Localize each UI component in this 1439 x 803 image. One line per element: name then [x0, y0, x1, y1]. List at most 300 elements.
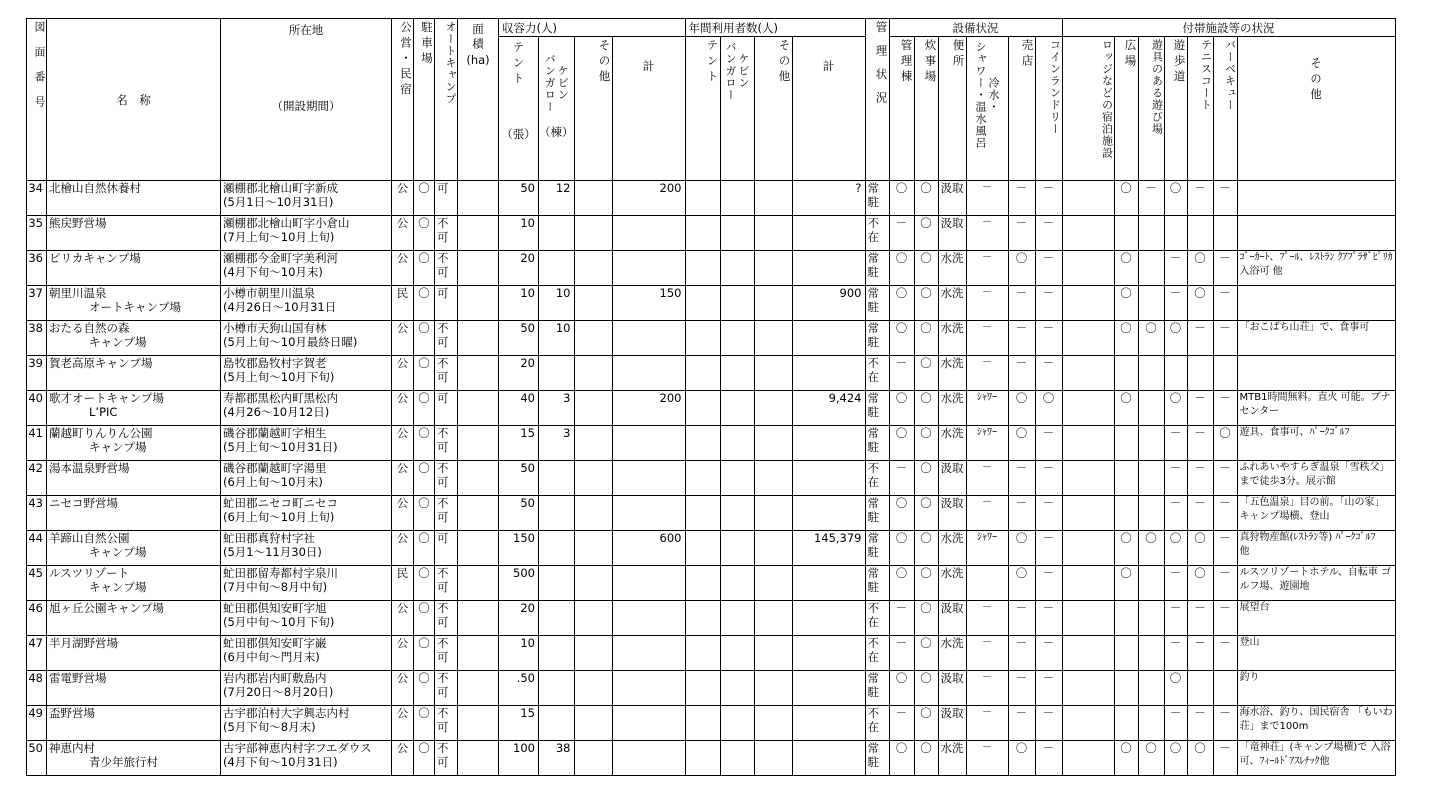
fac-mgmt-bldg-cell: －	[889, 356, 914, 391]
name-line-1: 朝里川温泉	[49, 286, 107, 300]
ann-bungalow-cell	[720, 356, 754, 391]
aux-plaza-cell: 〇	[1114, 741, 1138, 776]
fac-mgmt-bldg-cell: 〇	[889, 391, 914, 426]
ann-other-cell	[754, 706, 792, 741]
fac-mgmt-bldg-cell: 〇	[889, 566, 914, 601]
ann-tent-cell	[685, 566, 720, 601]
aux-lodge-cell	[1062, 706, 1114, 741]
aux-plaza-cell: 〇	[1114, 531, 1138, 566]
ann-bungalow-cell	[720, 601, 754, 636]
type-cell: 公	[392, 426, 414, 461]
table-row	[27, 671, 1396, 706]
fac-mgmt-bldg-cell: 〇	[889, 531, 914, 566]
col-name-header: 名 称	[47, 19, 221, 181]
name-line-1: ルスツリゾート	[49, 566, 130, 580]
aux-other-cell	[1237, 286, 1395, 321]
aux-bbq-cell: －	[1213, 496, 1237, 531]
location-text: 瀬棚郡北檜山町字小倉山	[223, 216, 350, 230]
row-location	[221, 531, 392, 566]
aux-tennis-cell: 〇	[1187, 531, 1213, 566]
aux-plaza-cell	[1114, 496, 1138, 531]
aux-tennis-cell: 〇	[1187, 286, 1213, 321]
ann-other-cell	[754, 426, 792, 461]
fac-laundry-cell: －	[1035, 181, 1062, 216]
ann-bungalow-cell	[720, 461, 754, 496]
fac-shower-cell: －	[966, 286, 1008, 321]
cap-other-cell	[574, 671, 612, 706]
ann-tent-cell	[685, 181, 720, 216]
row-location	[221, 356, 392, 391]
mgmt-cell: 常駐	[865, 531, 889, 566]
fac-shower-cell: －	[966, 461, 1008, 496]
ann-total-cell	[792, 601, 865, 636]
fac-shower-cell: －	[966, 636, 1008, 671]
aux-play-cell	[1138, 426, 1164, 461]
period-text: (5月上旬～10月下旬)	[223, 370, 335, 384]
fac-toilet-cell: 水洗	[938, 636, 966, 671]
ann-total-cell: ?	[792, 181, 865, 216]
row-location	[221, 636, 392, 671]
aux-tennis-cell: －	[1187, 461, 1213, 496]
ann-other-cell	[754, 216, 792, 251]
fac-laundry-cell: －	[1035, 706, 1062, 741]
row-number: 45	[27, 566, 47, 601]
name-line-1: 湯本温泉野営場	[49, 461, 130, 475]
aux-tennis-header: テニスコート	[1187, 37, 1213, 181]
period-text: (5月1日～10月31日)	[223, 195, 334, 209]
cap-tent-cell: 40	[499, 391, 539, 426]
cap-total-cell	[612, 426, 685, 461]
row-number: 36	[27, 251, 47, 286]
aux-play-cell	[1138, 671, 1164, 706]
cap-bungalow-cell: 12	[539, 181, 575, 216]
mgmt-cell: 常駐	[865, 496, 889, 531]
ann-tent-cell	[685, 251, 720, 286]
parking-cell: 〇	[414, 216, 435, 251]
row-location	[221, 286, 392, 321]
area-cell	[458, 216, 499, 251]
fac-toilet-cell: 汲取	[938, 181, 966, 216]
cap-other-cell	[574, 286, 612, 321]
aux-plaza-cell: 〇	[1114, 321, 1138, 356]
location-text: 小樽市朝里川温泉	[223, 286, 315, 300]
row-number: 44	[27, 531, 47, 566]
fac-shop-cell: 〇	[1008, 251, 1035, 286]
ann-other-cell	[754, 286, 792, 321]
fac-laundry-cell: －	[1035, 531, 1062, 566]
aux-bbq-cell: －	[1213, 321, 1237, 356]
aux-plaza-cell: 〇	[1114, 251, 1138, 286]
autocamp-cell: 不可	[435, 496, 458, 531]
fac-kitchen-cell: 〇	[914, 461, 938, 496]
fac-shower-cell: －	[966, 496, 1008, 531]
location-text: 虻田郡倶知安町字旭	[223, 601, 327, 615]
location-label: 所在地	[288, 23, 324, 37]
area-cell	[458, 636, 499, 671]
mgmt-cell: 常駐	[865, 566, 889, 601]
row-location	[221, 461, 392, 496]
aux-tennis-cell	[1187, 671, 1213, 706]
col-mgmt-header: 管理状況	[865, 19, 889, 181]
table-row	[27, 601, 1396, 636]
autocamp-cell: 可	[435, 286, 458, 321]
mgmt-cell: 不在	[865, 356, 889, 391]
parking-cell: 〇	[414, 671, 435, 706]
mgmt-cell: 常駐	[865, 426, 889, 461]
cap-tent-cell: 500	[499, 566, 539, 601]
fac-toilet-cell: 汲取	[938, 671, 966, 706]
parking-cell: 〇	[414, 741, 435, 776]
autocamp-cell: 不可	[435, 426, 458, 461]
aux-other-cell: ふれあいやすらぎ温泉「雪秩父」 まで徒歩3分。展示館	[1237, 461, 1395, 496]
aux-bbq-cell: －	[1213, 566, 1237, 601]
area-cell	[458, 286, 499, 321]
aux-lodge-cell	[1062, 251, 1114, 286]
row-number: 34	[27, 181, 47, 216]
cap-cabin-label: ケビン	[556, 65, 570, 101]
parking-cell: 〇	[414, 566, 435, 601]
aux-other-cell: ルスツリゾートホテル、自転車 ゴルフ場、遊園地	[1237, 566, 1395, 601]
area-label: 面積	[471, 23, 485, 52]
aux-lodge-header: ロッジなどの宿泊施設	[1062, 37, 1114, 181]
aux-play-cell	[1138, 216, 1164, 251]
aux-trail-cell: －	[1164, 706, 1187, 741]
area-cell	[458, 426, 499, 461]
ann-other-cell	[754, 356, 792, 391]
cap-bungalow-cell: 10	[539, 321, 575, 356]
cap-bungalow-cell	[539, 461, 575, 496]
fac-mgmt-bldg-header: 管理棟	[889, 37, 914, 181]
ann-total-cell	[792, 566, 865, 601]
aux-play-cell	[1138, 251, 1164, 286]
parking-cell: 〇	[414, 181, 435, 216]
ann-total-cell: 9,424	[792, 391, 865, 426]
cap-total-cell: 200	[612, 181, 685, 216]
name-line-1: 神恵内村	[49, 741, 95, 755]
parking-cell: 〇	[414, 426, 435, 461]
fac-mgmt-bldg-cell: －	[889, 216, 914, 251]
cap-other-cell	[574, 636, 612, 671]
aux-tennis-cell: 〇	[1187, 251, 1213, 286]
area-cell	[458, 706, 499, 741]
period-text: (7月20日～8月20日)	[223, 685, 334, 699]
aux-play-cell	[1138, 356, 1164, 391]
cap-tent-header	[499, 37, 539, 181]
fac-mgmt-bldg-cell: 〇	[889, 251, 914, 286]
fac-shower-cell: －	[966, 321, 1008, 356]
ann-tent-cell	[685, 531, 720, 566]
fac-mgmt-bldg-cell: 〇	[889, 671, 914, 706]
cap-total-cell: 200	[612, 391, 685, 426]
col-location-header	[221, 19, 392, 181]
col-area-header	[458, 19, 499, 181]
parking-cell: 〇	[414, 321, 435, 356]
area-cell	[458, 601, 499, 636]
fac-shop-cell: 〇	[1008, 391, 1035, 426]
fac-mgmt-bldg-cell: 〇	[889, 741, 914, 776]
fac-mgmt-bldg-cell: 〇	[889, 426, 914, 461]
fac-toilet-cell: 水洗	[938, 321, 966, 356]
location-text: 島牧郡島牧村字賀老	[223, 356, 327, 370]
row-location	[221, 496, 392, 531]
cap-other-cell	[574, 706, 612, 741]
row-location	[221, 391, 392, 426]
aux-lodge-cell	[1062, 426, 1114, 461]
aux-play-cell	[1138, 461, 1164, 496]
ann-tent-cell	[685, 286, 720, 321]
mgmt-cell: 不在	[865, 706, 889, 741]
aux-trail-cell: －	[1164, 601, 1187, 636]
ann-other-cell	[754, 496, 792, 531]
ann-total-cell	[792, 671, 865, 706]
ann-total-cell: 145,379	[792, 531, 865, 566]
row-number: 47	[27, 636, 47, 671]
name-line-1: 北檜山自然休養村	[49, 181, 141, 195]
aux-play-cell: 〇	[1138, 321, 1164, 356]
table-row	[27, 531, 1396, 566]
parking-cell: 〇	[414, 706, 435, 741]
parking-cell: 〇	[414, 286, 435, 321]
aux-play-cell	[1138, 706, 1164, 741]
type-cell: 公	[392, 706, 414, 741]
cap-tent-cell: 10	[499, 636, 539, 671]
period-text: (5月上旬～10月最終日曜)	[223, 335, 358, 349]
location-text: 古宇郡泊村大字興志内村	[223, 706, 350, 720]
fac-laundry-cell: －	[1035, 321, 1062, 356]
cap-other-cell	[574, 461, 612, 496]
fac-shower-cell: －	[966, 741, 1008, 776]
fac-kitchen-cell: 〇	[914, 286, 938, 321]
aux-other-cell	[1237, 181, 1395, 216]
period-text: (7月上旬～10月上旬)	[223, 230, 335, 244]
aux-bbq-cell: －	[1213, 741, 1237, 776]
name-line-1: 蘭越町りんりん公園	[49, 426, 153, 440]
fac-kitchen-cell: 〇	[914, 566, 938, 601]
aux-lodge-cell	[1062, 496, 1114, 531]
ann-bungalow-cell	[720, 426, 754, 461]
aux-plaza-cell	[1114, 706, 1138, 741]
fac-shower-cell: －	[966, 181, 1008, 216]
cap-other-cell	[574, 601, 612, 636]
aux-play-cell	[1138, 636, 1164, 671]
ann-tent-cell	[685, 391, 720, 426]
fac-laundry-cell: －	[1035, 426, 1062, 461]
aux-other-cell: 「竜神荘」(キャンプ場横)で 入浴可、ﾌｨｰﾙﾄﾞｱｽﾚﾁｯｸ他	[1237, 741, 1395, 776]
aux-tennis-cell: －	[1187, 321, 1213, 356]
aux-tennis-cell: 〇	[1187, 741, 1213, 776]
area-cell	[458, 391, 499, 426]
fac-laundry-cell: －	[1035, 636, 1062, 671]
mgmt-cell: 常駐	[865, 251, 889, 286]
parking-cell: 〇	[414, 251, 435, 286]
aux-plaza-cell	[1114, 636, 1138, 671]
table-row	[27, 391, 1396, 426]
ann-total-cell	[792, 496, 865, 531]
facilities-header: 設備状況	[889, 19, 1062, 37]
ann-other-cell	[754, 741, 792, 776]
mgmt-cell: 常駐	[865, 321, 889, 356]
cap-total-cell	[612, 566, 685, 601]
name-line-1: 雷電野営場	[49, 671, 107, 685]
row-number: 50	[27, 741, 47, 776]
fac-toilet-cell: 汲取	[938, 461, 966, 496]
row-location	[221, 601, 392, 636]
ann-tent-cell	[685, 706, 720, 741]
cap-total-cell	[612, 461, 685, 496]
fac-laundry-cell: －	[1035, 496, 1062, 531]
fac-laundry-cell: －	[1035, 566, 1062, 601]
fac-toilet-cell: 水洗	[938, 531, 966, 566]
autocamp-cell: 不可	[435, 321, 458, 356]
cap-tent-cell: 20	[499, 356, 539, 391]
location-text: 虻田郡ニセコ町ニセコ	[223, 496, 338, 510]
fac-kitchen-cell: 〇	[914, 601, 938, 636]
row-name	[47, 496, 221, 531]
autocamp-cell: 不可	[435, 601, 458, 636]
fac-toilet-header: 便所	[938, 37, 966, 181]
row-name	[47, 636, 221, 671]
aux-lodge-cell	[1062, 391, 1114, 426]
ann-bungalow-cell	[720, 251, 754, 286]
period-text: (4月下旬～10月31日)	[223, 755, 338, 769]
aux-bbq-cell: －	[1213, 251, 1237, 286]
col-type-header: 公営・民宿	[392, 19, 414, 181]
aux-play-cell	[1138, 496, 1164, 531]
fac-shower-header	[966, 37, 1008, 181]
campground-table-sheet	[26, 18, 1396, 776]
row-number: 35	[27, 216, 47, 251]
autocamp-cell: 可	[435, 181, 458, 216]
cap-tent-unit: （張）	[501, 127, 536, 141]
row-name	[47, 216, 221, 251]
fac-kitchen-cell: 〇	[914, 706, 938, 741]
fac-shop-cell: －	[1008, 216, 1035, 251]
location-text: 磯谷郡蘭越町字湯里	[223, 461, 327, 475]
ann-bungalow-cell	[720, 741, 754, 776]
ann-tent-cell	[685, 636, 720, 671]
aux-play-cell	[1138, 566, 1164, 601]
ann-bungalow-cell	[720, 496, 754, 531]
aux-plaza-cell: 〇	[1114, 391, 1138, 426]
aux-tennis-cell: －	[1187, 391, 1213, 426]
location-text: 虻田郡倶知安町字巌	[223, 636, 327, 650]
campground-table	[26, 18, 1396, 776]
ann-bungalow-cell	[720, 216, 754, 251]
fac-shower-cell: －	[966, 251, 1008, 286]
aux-plaza-cell: 〇	[1114, 566, 1138, 601]
ann-tent-cell	[685, 216, 720, 251]
aux-other-cell: 展望台	[1237, 601, 1395, 636]
type-cell: 公	[392, 461, 414, 496]
cap-total-cell	[612, 671, 685, 706]
aux-bbq-cell: －	[1213, 531, 1237, 566]
cap-tent-cell: 50	[499, 321, 539, 356]
aux-trail-cell: －	[1164, 566, 1187, 601]
aux-play-cell	[1138, 601, 1164, 636]
name-line-2: キャンプ場	[89, 545, 147, 559]
aux-plaza-header: 広場	[1114, 37, 1138, 181]
aux-trail-cell: 〇	[1164, 321, 1187, 356]
fac-shop-cell: 〇	[1008, 566, 1035, 601]
aux-trail-cell: －	[1164, 461, 1187, 496]
cap-other-cell	[574, 391, 612, 426]
ann-tent-header: テント	[685, 37, 720, 181]
ann-tent-cell	[685, 461, 720, 496]
cap-bungalow-cell	[539, 706, 575, 741]
fac-toilet-cell: 水洗	[938, 251, 966, 286]
ann-tent-cell	[685, 496, 720, 531]
table-row	[27, 496, 1396, 531]
aux-bbq-cell: －	[1213, 181, 1237, 216]
row-location	[221, 321, 392, 356]
fac-shower-cell: －	[966, 601, 1008, 636]
type-cell: 公	[392, 741, 414, 776]
parking-cell: 〇	[414, 461, 435, 496]
autocamp-cell: 可	[435, 531, 458, 566]
aux-other-cell: 「五色温泉」目の前。「山の家」 キャンプ場横、登山	[1237, 496, 1395, 531]
cap-total-cell	[612, 706, 685, 741]
cap-other-cell	[574, 496, 612, 531]
row-number: 42	[27, 461, 47, 496]
cap-total-cell	[612, 636, 685, 671]
aux-bbq-cell: 〇	[1213, 426, 1237, 461]
period-text: (6月中旬～門月末)	[223, 650, 320, 664]
fac-shop-cell: －	[1008, 636, 1035, 671]
fac-shop-header: 売店	[1008, 37, 1035, 181]
aux-other-cell	[1237, 356, 1395, 391]
aux-play-cell: －	[1138, 181, 1164, 216]
ann-other-cell	[754, 181, 792, 216]
cap-tent-cell: 50	[499, 181, 539, 216]
fac-shop-cell: 〇	[1008, 531, 1035, 566]
aux-trail-header: 遊歩道	[1164, 37, 1187, 181]
table-body	[27, 181, 1396, 776]
row-name	[47, 181, 221, 216]
fac-shop-cell: 〇	[1008, 426, 1035, 461]
name-line-2: オートキャンプ場	[89, 300, 181, 314]
aux-bbq-cell	[1213, 216, 1237, 251]
cap-other-cell	[574, 251, 612, 286]
ann-total-cell	[792, 741, 865, 776]
aux-play-cell	[1138, 286, 1164, 321]
period-label: （開設期間）	[271, 99, 341, 113]
fac-shop-cell: －	[1008, 356, 1035, 391]
fac-laundry-cell: －	[1035, 601, 1062, 636]
location-text: 虻田郡真狩村字社	[223, 531, 315, 545]
fac-kitchen-header: 炊事場	[914, 37, 938, 181]
col-autocamp-header: オートキャンプ	[435, 19, 458, 181]
ann-other-cell	[754, 601, 792, 636]
ann-tent-cell	[685, 741, 720, 776]
row-name	[47, 356, 221, 391]
period-text: (6月上旬～10月末)	[223, 475, 323, 489]
row-number: 48	[27, 671, 47, 706]
name-line-1: ニセコ野営場	[49, 496, 118, 510]
cap-tent-cell: 15	[499, 706, 539, 741]
ann-bungalow-cell	[720, 286, 754, 321]
aux-trail-cell: －	[1164, 251, 1187, 286]
location-text: 瀬棚郡北檜山町字新成	[223, 181, 338, 195]
table-row	[27, 566, 1396, 601]
cap-tent-cell: 50	[499, 496, 539, 531]
ann-total-cell	[792, 356, 865, 391]
fac-shower-cell: －	[966, 356, 1008, 391]
header-row-1	[27, 19, 1396, 37]
ann-total-header: 計	[792, 37, 865, 181]
row-name	[47, 566, 221, 601]
fac-shop-cell: －	[1008, 286, 1035, 321]
aux-trail-cell: －	[1164, 426, 1187, 461]
